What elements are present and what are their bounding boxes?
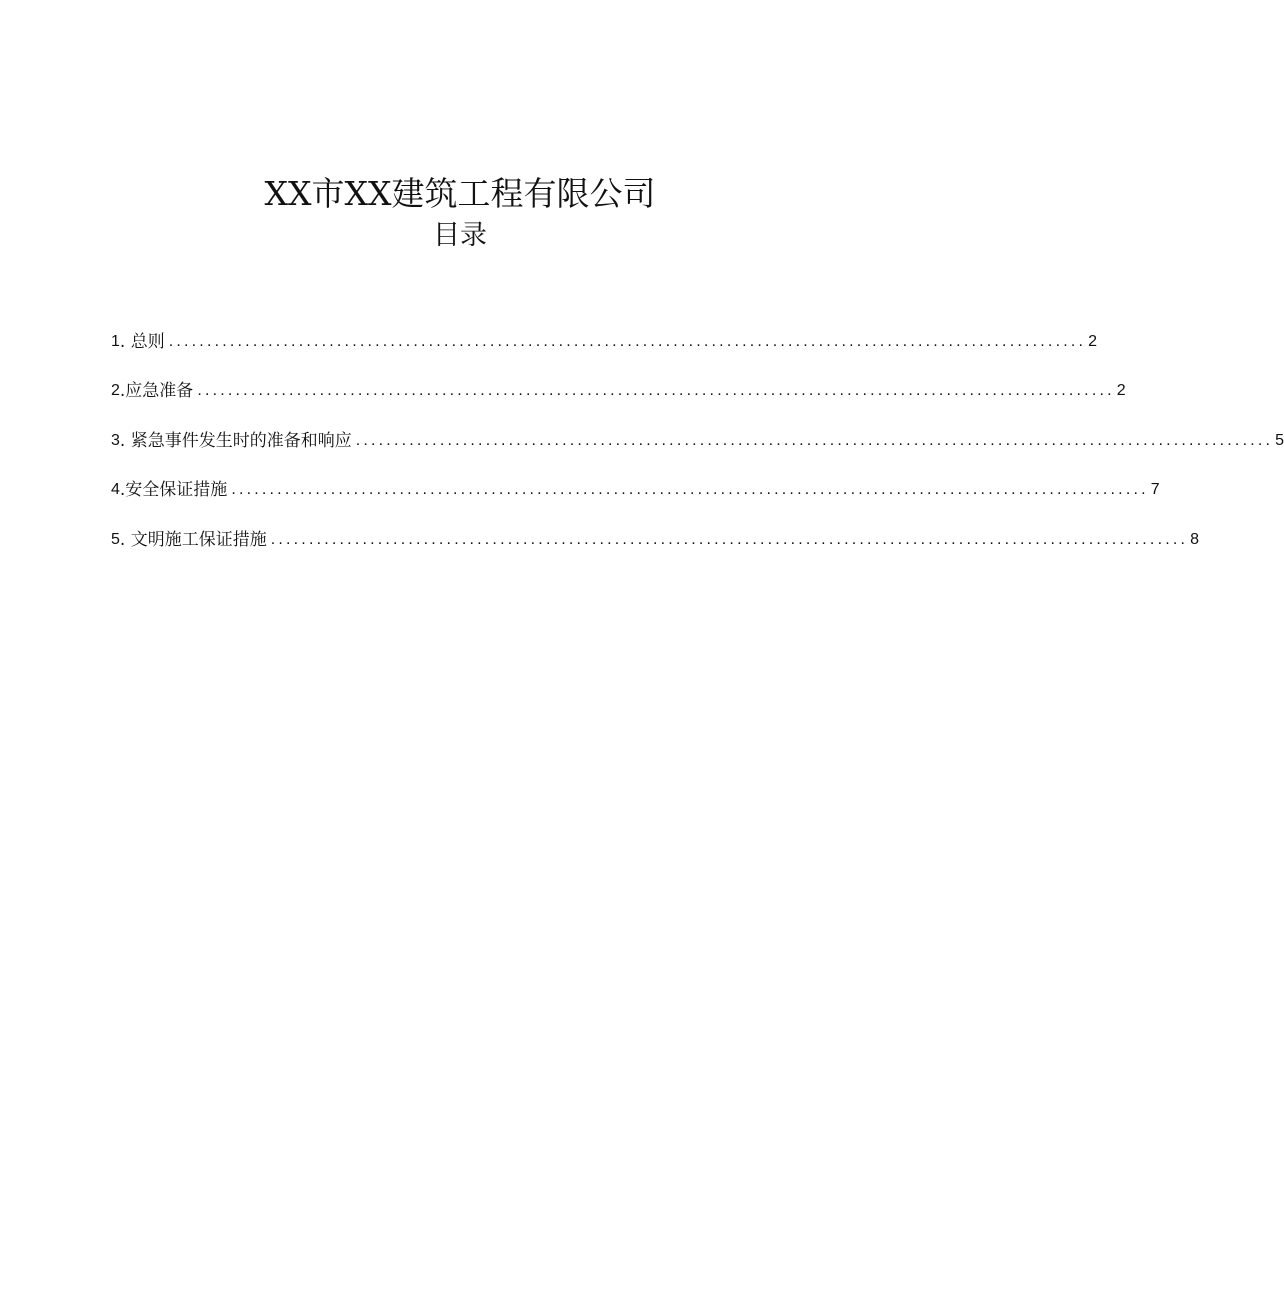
toc-entry-number: 2 <box>111 382 120 399</box>
toc-leader-dots: ........................................................................................................................ <box>231 481 1149 498</box>
toc-entry[interactable] <box>109 355 1126 405</box>
toc-entry-title: .应急准备 <box>119 381 194 401</box>
toc-leader-dots: ........................................................................................................................ <box>197 382 1115 399</box>
toc-entry-page: 8 <box>1190 530 1200 548</box>
toc-leader-dots: ........................................................................................................................ <box>355 431 1274 449</box>
toc-entry-page: 5 <box>1275 431 1284 449</box>
toc-entry-page: 7 <box>1150 481 1160 498</box>
toc-entry-title: .安全保证措施 <box>119 480 228 500</box>
toc-entry-number: 1 <box>111 332 120 350</box>
toc-entry[interactable] <box>109 503 1200 553</box>
toc-entry[interactable] <box>109 305 1098 355</box>
document-title: XX市XX建筑工程有限公司 <box>264 174 656 213</box>
toc-entry[interactable] <box>109 404 1284 454</box>
toc-entry-title: . 紧急事件发生时的准备和响应 <box>119 430 352 451</box>
table-of-contents <box>109 305 1284 553</box>
toc-entry-title: . 文明施工保证措施 <box>119 529 267 550</box>
toc-leader-dots: ........................................................................................................................ <box>270 530 1189 548</box>
toc-entry-number: 4 <box>111 481 120 498</box>
toc-entry-title: . 总则 <box>119 331 165 352</box>
toc-entry[interactable] <box>109 454 1160 504</box>
toc-leader-dots: ........................................................................................................................ <box>168 332 1087 350</box>
toc-heading: 目录 <box>433 220 487 251</box>
toc-entry-page: 2 <box>1116 382 1126 399</box>
toc-entry-number: 3 <box>111 431 120 449</box>
toc-entry-number: 5 <box>111 530 120 548</box>
toc-entry-page: 2 <box>1088 332 1098 350</box>
